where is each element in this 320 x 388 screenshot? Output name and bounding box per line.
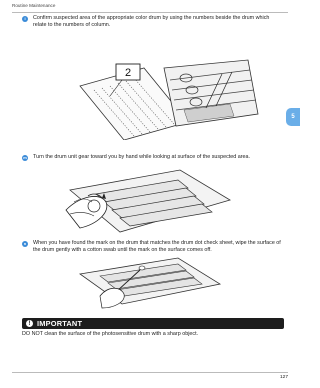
important-title: IMPORTANT	[37, 319, 83, 328]
drum-gear-turning-illustration	[60, 166, 236, 238]
chapter-tab: 5	[286, 108, 300, 126]
step-2	[22, 154, 281, 161]
step-number-badge: m	[23, 155, 27, 160]
important-text: DO NOT clean the surface of the photosensitive drum with a sharp object.	[22, 331, 199, 337]
step-3	[22, 240, 281, 254]
step-text: Turn the drum unit gear toward you by hand while looking at surface of the suspected area.	[33, 154, 251, 160]
step-number-badge: n	[23, 241, 27, 246]
step-number-badge: l	[22, 16, 28, 22]
step-text: When you have found the mark on the drum that matches the drum dot check sheet, wipe the surface of the drum gently with a cotton swab until the mark on the surface comes off.	[33, 240, 281, 253]
header-rule	[12, 12, 288, 13]
page-number: 127	[279, 375, 288, 380]
footer-rule	[12, 372, 288, 373]
running-header: Routine Maintenance	[12, 3, 56, 8]
step-1	[22, 15, 281, 29]
drum-cleaning-swab-illustration	[70, 256, 226, 312]
important-banner	[22, 318, 284, 329]
callout-number: 2	[124, 67, 132, 79]
step-text: Confirm suspected area of the appropriate color drum by using the numbers beside the drum which relate to the numbers of column.	[33, 15, 270, 28]
drum-check-sheet-illustration	[72, 56, 262, 140]
exclamation-icon: !	[26, 320, 33, 327]
